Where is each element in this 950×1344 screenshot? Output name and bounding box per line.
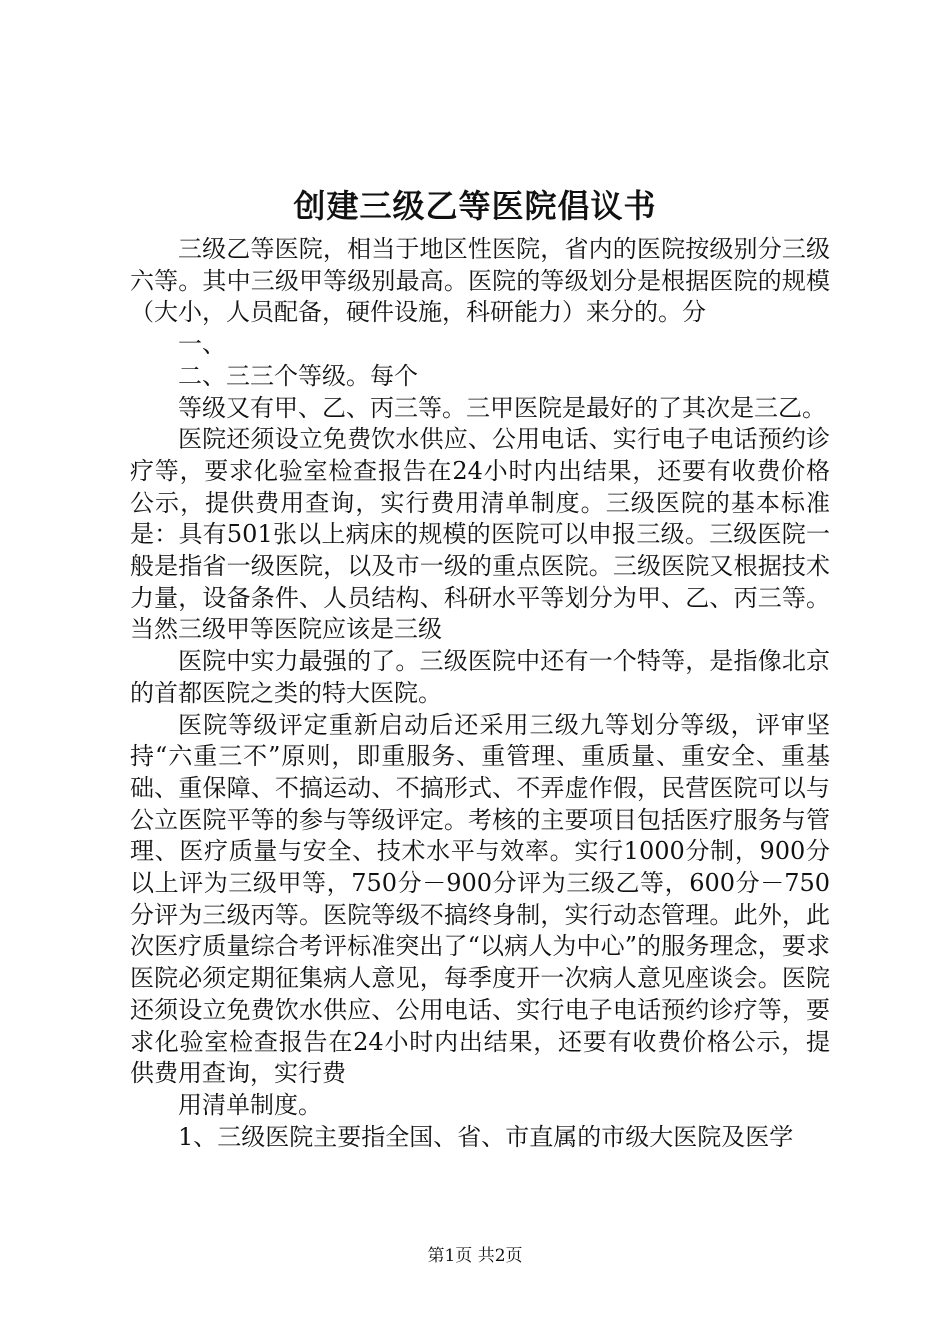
page-number-footer: 第1页 共2页 bbox=[427, 1246, 523, 1266]
paragraph: 等级又有甲、乙、丙三等。三甲医院是最好的了其次是三乙。 bbox=[178, 393, 826, 422]
document-body bbox=[130, 234, 830, 1153]
paragraph: 二、三三个等级。每个 bbox=[178, 361, 418, 390]
paragraph: 三级乙等医院，相当于地区性医院，省内的医院按级别分三级六等。其中三级甲等级别最高。医院的等级划分是根据医院的规模（大小，人员配备，硬件设施，科研能力）来分的。分 bbox=[130, 235, 830, 327]
paragraph: 医院还须设立免费饮水供应、公用电话、实行电子电话预约诊疗等，要求化验室检查报告在24小时内出结果，还要有收费价格公示，提供费用查询，实行费用清单制度。三级医院的基本标准是：具有501张以上病床的规模的医院可以申报三级。三级医院一般是指省一级医院，以及市一级的重点医院。三级医院又根据技术力量，设备条件、人员结构、科研水平等划分为甲、乙、丙三等。当然三级甲等医院应该是三级 bbox=[130, 425, 830, 644]
paragraph: 一、 bbox=[178, 330, 226, 359]
paragraph: 医院等级评定重新启动后还采用三级九等划分等级，评审坚持“六重三不”原则，即重服务、重管理、重质量、重安全、重基础、重保障、不搞运动、不搞形式、不弄虚作假，民营医院可以与公立医院平等的参与等级评定。考核的主要项目包括医疗服务与管理、医疗质量与安全、技术水平与效率。实行1000分制，900分以上评为三级甲等，750分－900分评为三级乙等，600分－750分评为三级丙等。医院等级不搞终身制，实行动态管理。此外，此次医疗质量综合考评标准突出了“以病人为中心”的服务理念，要求医院必须定期征集病人意见，每季度开一次病人意见座谈会。医院还须设立免费饮水供应、公用电话、实行电子电话预约诊疗等，要求化验室检查报告在24小时内出结果，还要有收费价格公示，提供费用查询，实行费 bbox=[130, 710, 830, 1088]
paragraph: 医院中实力最强的了。三级医院中还有一个特等，是指像北京的首都医院之类的特大医院。 bbox=[130, 647, 830, 707]
paragraph: 1、三级医院主要指全国、省、市直属的市级大医院及医学 bbox=[178, 1122, 794, 1151]
paragraph: 用清单制度。 bbox=[178, 1090, 322, 1119]
document-title: 创建三级乙等医院倡议书 bbox=[293, 187, 657, 225]
